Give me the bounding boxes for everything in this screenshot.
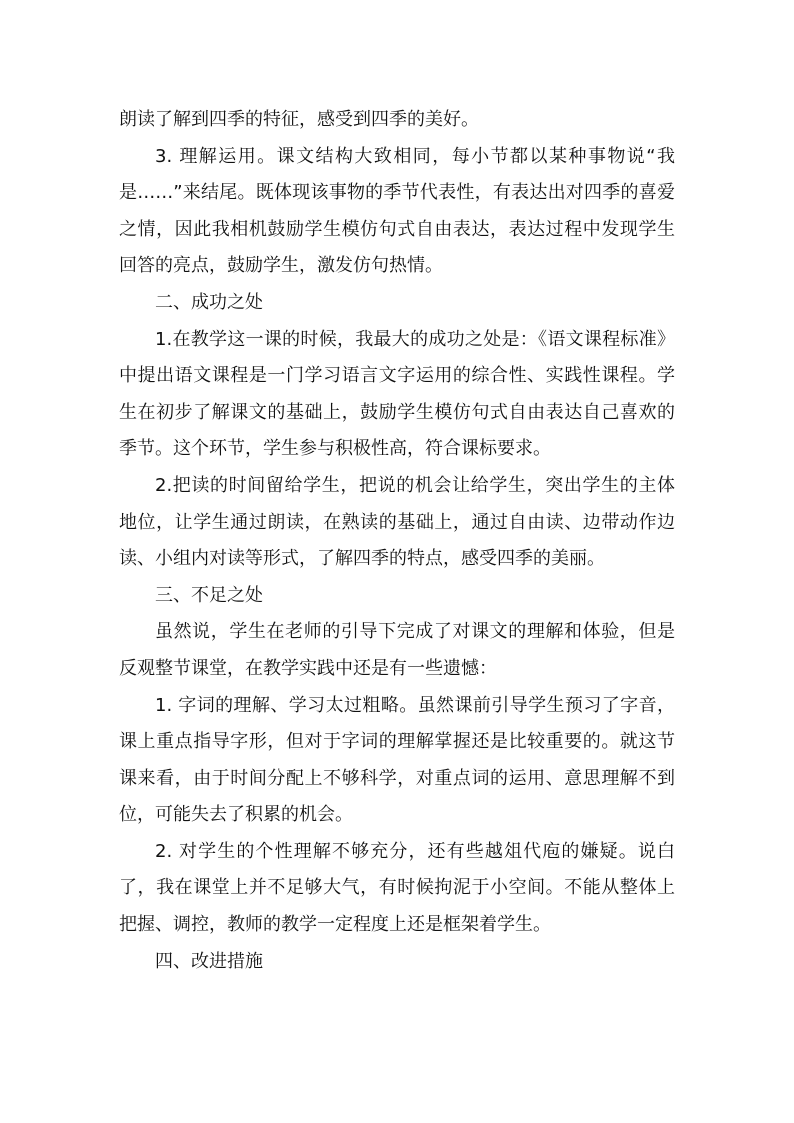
paragraph-success-2: 2.把读的时间留给学生，把说的机会让给学生，突出学生的主体地位，让学生通过朗读，在熟读的基础上，通过自由读、边带动作边读、小组内对读等形式，了解四季的特点，感受四季的美丽。 [119, 474, 675, 570]
paragraph-shortcomings-intro: 虽然说，学生在老师的引导下完成了对课文的理解和体验，但是反观整节课堂，在教学实践中还是有一些遗憾： [119, 621, 675, 679]
paragraph-continuation: 朗读了解到四季的特征，感受到四季的美好。 [119, 109, 479, 130]
paragraph-success-1: 1.在教学这一课的时候，我最大的成功之处是：《语文课程标准》中提出语文课程是一门学习语言文字运用的综合性、实践性课程。学生在初步了解课文的基础上，鼓励学生模仿句式自由表达自己喜欢的季节。这个环节，学生参与积极性高，符合课标要求。 [119, 328, 675, 460]
paragraph-shortcoming-2: 2. 对学生的个性理解不够充分，还有些越俎代庖的嫌疑。说白了，我在课堂上并不足够大气，有时候拘泥于小空间。不能从整体上把握、调控，教师的教学一定程度上还是框架着学生。 [119, 840, 675, 936]
section-heading-shortcomings: 三、不足之处 [155, 584, 263, 606]
section-heading-successes: 二、成功之处 [155, 291, 263, 313]
paragraph-shortcoming-1: 1. 字词的理解、学习太过粗略。虽然课前引导学生预习了字音，课上重点指导字形，但对于字词的理解掌握还是比较重要的。就这节课来看，由于时间分配上不够科学，对重点词的运用、意思理解不到位，可能失去了积累的机会。 [119, 694, 675, 826]
paragraph-understanding-application: 3. 理解运用。课文结构大致相同，每小节都以某种事物说“我是……”来结尾。既体现该事物的季节代表性，有表达出对四季的喜爱之情，因此我相机鼓励学生模仿句式自由表达，表达过程中发现学生回答的亮点，鼓励学生，激发仿句热情。 [119, 145, 675, 277]
section-heading-improvements: 四、改进措施 [155, 950, 263, 972]
document-body [119, 102, 675, 980]
